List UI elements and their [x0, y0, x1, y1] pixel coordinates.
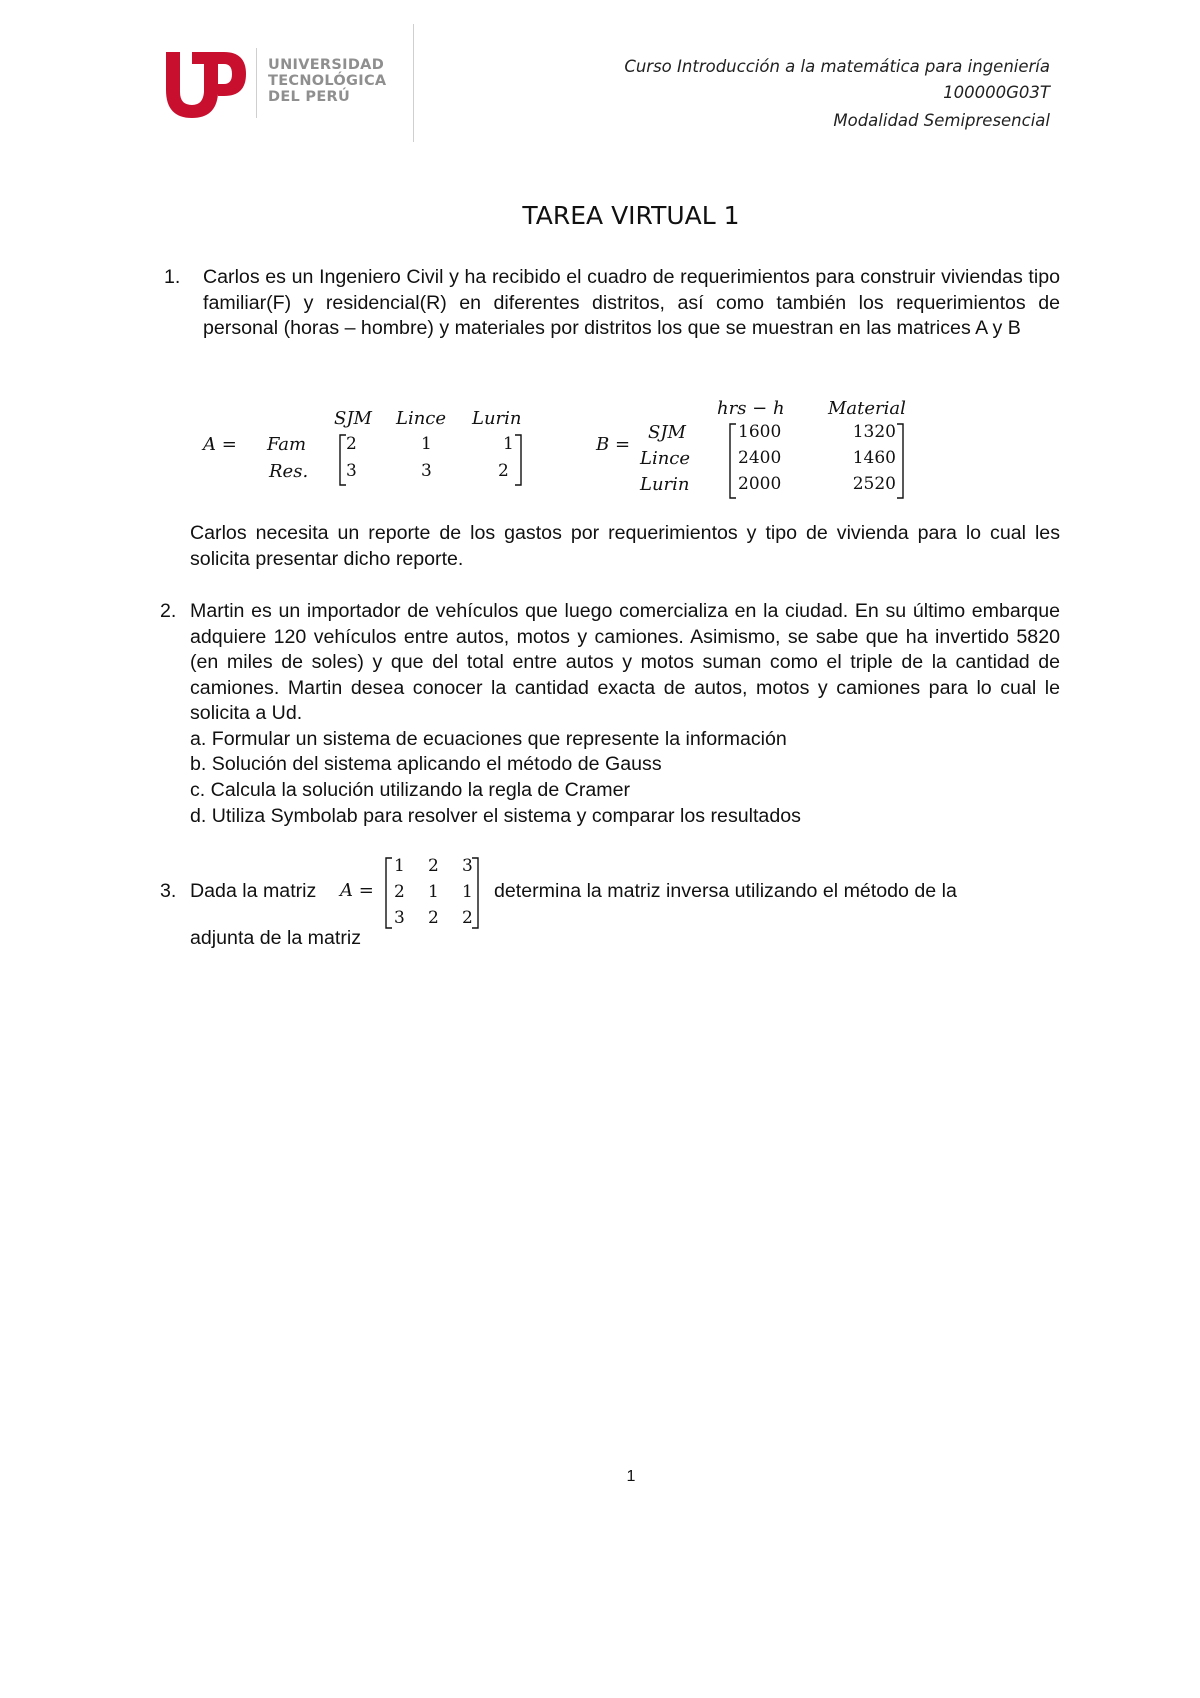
q3-number: 3.	[160, 880, 177, 902]
matrix-a-cell: 3	[421, 461, 432, 481]
matrix-a-cell: 2	[346, 434, 357, 454]
matrix-b-cell: 1320	[852, 422, 896, 442]
matrix-b-left-bracket	[728, 423, 738, 499]
matrix-a-right-bracket	[513, 434, 523, 486]
matrix-b-cell: 2000	[738, 474, 782, 494]
logo-wordmark: UNIVERSIDAD TECNOLÓGICA DEL PERÚ	[268, 57, 387, 105]
course-modality: Modalidad Semipresencial	[833, 111, 1050, 130]
page-number: 1	[626, 1468, 636, 1485]
q2-item: c. Calcula la solución utilizando la regla de Cramer	[190, 779, 630, 801]
q2-item: a. Formular un sistema de ecuaciones que represente la información	[190, 728, 787, 750]
q3-matrix-cell: 3	[462, 856, 473, 876]
q3-matrix-cell: 3	[394, 908, 405, 928]
matrix-b-right-bracket	[895, 423, 905, 499]
matrix-b-row-header: SJM	[648, 422, 686, 443]
q2-item: b. Solución del sistema aplicando el método de Gauss	[190, 753, 662, 775]
matrix-a-cell: 3	[346, 461, 357, 481]
q3-matrix-cell: 2	[428, 908, 439, 928]
q3-matrix-cell: 1	[394, 856, 405, 876]
q1-number: 1.	[164, 266, 181, 288]
q2-item: d. Utiliza Symbolab para resolver el sistema y comparar los resultados	[190, 805, 801, 827]
q3-matrix-cell: 2	[394, 882, 405, 902]
matrix-b-col-header: Material	[828, 398, 906, 419]
matrix-b-cell: 1460	[852, 448, 896, 468]
page-title: TAREA VIRTUAL 1	[522, 201, 740, 230]
q3-matrix-left-bracket	[384, 857, 394, 929]
matrix-a-cell: 1	[421, 434, 432, 454]
q3-matrix-cell: 2	[462, 908, 473, 928]
q3-suffix: determina la matriz inversa utilizando el método de la	[494, 880, 957, 902]
matrix-b-cell: 2520	[852, 474, 896, 494]
q3-matrix-label: A =	[340, 880, 374, 901]
matrix-b-cell: 2400	[738, 448, 782, 468]
q1-text: Carlos es un Ingeniero Civil y ha recibido el cuadro de requerimientos para construir viviendas tipo familiar(F) y residencial(R) en diferentes distritos, así como también los requerimientos de personal (horas – hombre) y materiales por distritos los que se muestran en las matrices A y B	[203, 266, 1060, 340]
matrix-a-cell: 2	[498, 461, 509, 481]
logo-divider	[256, 48, 257, 118]
q2-number: 2.	[160, 600, 177, 622]
matrix-a-col-header: SJM	[334, 408, 372, 429]
q3-matrix-cell: 1	[428, 882, 439, 902]
matrix-a-col-header: Lince	[396, 408, 447, 429]
matrix-b-label: B =	[596, 434, 631, 455]
q3-matrix-cell: 1	[462, 882, 473, 902]
matrix-b-row-header: Lince	[640, 448, 691, 469]
q3-line2: adjunta de la matriz	[190, 927, 361, 949]
matrix-a-row-header: Fam	[267, 434, 307, 455]
q2-text: Martin es un importador de vehículos que luego comercializa en la ciudad. En su último embarque adquiere 120 vehículos entre autos, motos y camiones. Asimismo, se sabe que ha invertido 5820 (en miles de soles) y que del total entre autos y motos suman como el triple de la cantidad de camiones. Martin desea conocer la cantidad exacta de autos, motos y camiones para lo cual le solicita a Ud.	[190, 600, 1060, 725]
q3-prefix: Dada la matriz	[190, 880, 317, 902]
course-name: Curso Introducción a la matemática para ingeniería	[624, 57, 1050, 76]
matrix-b-cell: 1600	[738, 422, 782, 442]
matrix-a-row-header: Res.	[269, 461, 309, 482]
matrix-a-col-header: Lurin	[472, 408, 522, 429]
matrix-b-col-header: hrs − h	[717, 398, 785, 419]
q1-followup: Carlos necesita un reporte de los gastos por requerimientos y tipo de vivienda para lo cual les solicita presentar dicho reporte.	[190, 522, 1060, 570]
utp-logo-icon	[162, 48, 248, 122]
matrix-a-label: A =	[203, 434, 237, 455]
course-code: 100000G03T	[943, 83, 1050, 102]
header-divider	[413, 24, 414, 142]
q3-matrix-cell: 2	[428, 856, 439, 876]
matrix-a-cell: 1	[503, 434, 514, 454]
matrix-b-row-header: Lurin	[640, 474, 690, 495]
